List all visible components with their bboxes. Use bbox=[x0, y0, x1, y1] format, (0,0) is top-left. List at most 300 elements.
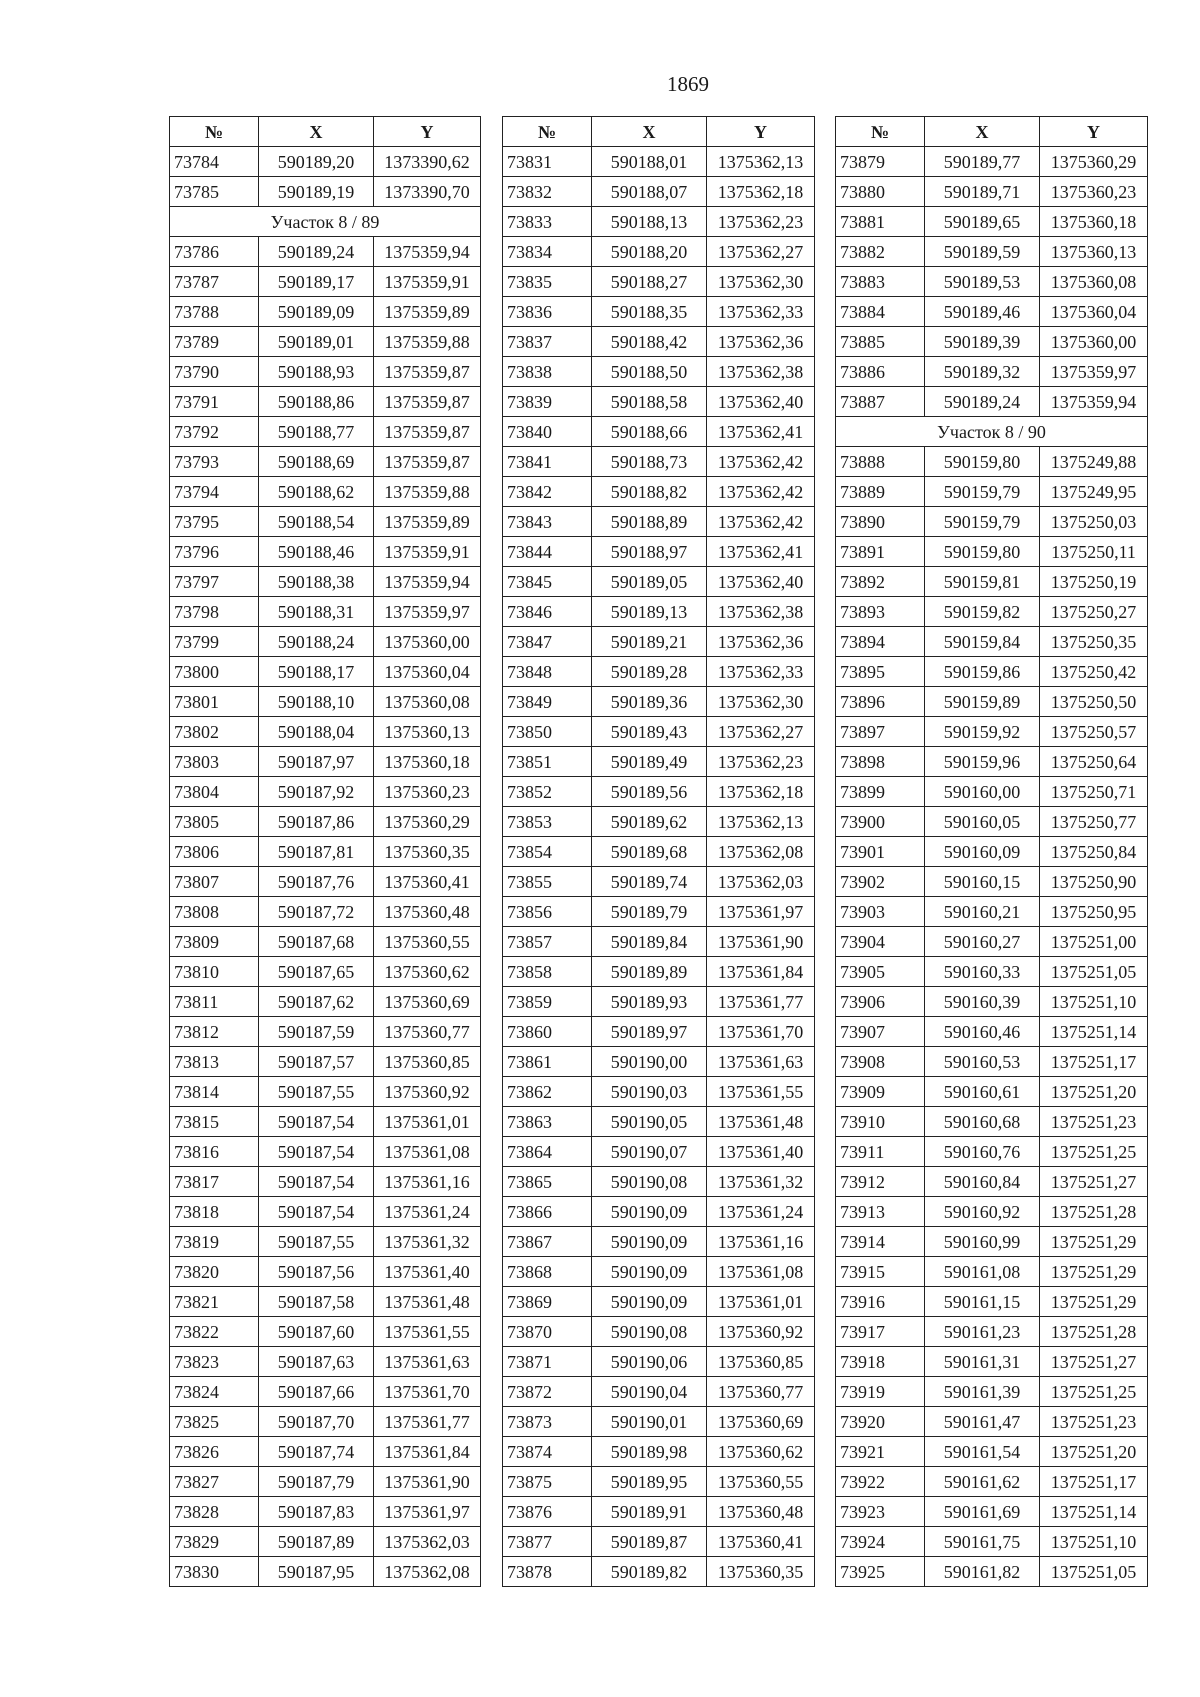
point-number-cell: 73910 bbox=[836, 1107, 925, 1137]
y-coordinate-cell: 1375362,36 bbox=[707, 327, 815, 357]
point-number-cell: 73918 bbox=[836, 1347, 925, 1377]
y-coordinate-cell: 1375361,63 bbox=[374, 1347, 481, 1377]
table-row bbox=[836, 747, 1148, 777]
y-coordinate-cell: 1375360,35 bbox=[374, 837, 481, 867]
x-coordinate-cell: 590187,55 bbox=[259, 1227, 374, 1257]
table-row bbox=[503, 1047, 815, 1077]
point-number-cell: 73828 bbox=[170, 1497, 259, 1527]
point-number-cell: 73843 bbox=[503, 507, 592, 537]
x-coordinate-cell: 590187,89 bbox=[259, 1527, 374, 1557]
table-row bbox=[170, 327, 481, 357]
table-row bbox=[503, 327, 815, 357]
x-coordinate-cell: 590187,81 bbox=[259, 837, 374, 867]
point-number-cell: 73912 bbox=[836, 1167, 925, 1197]
x-coordinate-cell: 590188,24 bbox=[259, 627, 374, 657]
x-coordinate-cell: 590160,68 bbox=[925, 1107, 1040, 1137]
y-coordinate-cell: 1375250,11 bbox=[1040, 537, 1148, 567]
point-number-cell: 73799 bbox=[170, 627, 259, 657]
y-coordinate-cell: 1375361,48 bbox=[374, 1287, 481, 1317]
point-number-cell: 73914 bbox=[836, 1227, 925, 1257]
y-coordinate-cell: 1373390,62 bbox=[374, 147, 481, 177]
y-coordinate-cell: 1375249,88 bbox=[1040, 447, 1148, 477]
y-coordinate-cell: 1375361,90 bbox=[707, 927, 815, 957]
x-coordinate-cell: 590187,72 bbox=[259, 897, 374, 927]
point-number-cell: 73825 bbox=[170, 1407, 259, 1437]
table-row bbox=[170, 1017, 481, 1047]
point-number-cell: 73924 bbox=[836, 1527, 925, 1557]
table-row bbox=[170, 267, 481, 297]
table-row bbox=[503, 1077, 815, 1107]
y-coordinate-cell: 1375251,29 bbox=[1040, 1227, 1148, 1257]
x-coordinate-cell: 590189,93 bbox=[592, 987, 707, 1017]
table-row bbox=[170, 897, 481, 927]
point-number-cell: 73854 bbox=[503, 837, 592, 867]
point-number-cell: 73905 bbox=[836, 957, 925, 987]
table-row bbox=[170, 1467, 481, 1497]
point-number-cell: 73838 bbox=[503, 357, 592, 387]
point-number-cell: 73886 bbox=[836, 357, 925, 387]
table-row bbox=[503, 177, 815, 207]
point-number-cell: 73829 bbox=[170, 1527, 259, 1557]
x-coordinate-cell: 590187,59 bbox=[259, 1017, 374, 1047]
table-row bbox=[503, 1557, 815, 1587]
point-number-cell: 73888 bbox=[836, 447, 925, 477]
x-coordinate-cell: 590187,86 bbox=[259, 807, 374, 837]
y-coordinate-cell: 1375251,29 bbox=[1040, 1287, 1148, 1317]
x-coordinate-cell: 590188,62 bbox=[259, 477, 374, 507]
y-coordinate-cell: 1375251,25 bbox=[1040, 1377, 1148, 1407]
point-number-cell: 73858 bbox=[503, 957, 592, 987]
point-number-cell: 73798 bbox=[170, 597, 259, 627]
point-number-cell: 73871 bbox=[503, 1347, 592, 1377]
x-coordinate-cell: 590160,21 bbox=[925, 897, 1040, 927]
point-number-cell: 73917 bbox=[836, 1317, 925, 1347]
y-coordinate-cell: 1375360,04 bbox=[1040, 297, 1148, 327]
x-coordinate-cell: 590188,86 bbox=[259, 387, 374, 417]
x-coordinate-cell: 590189,24 bbox=[925, 387, 1040, 417]
y-coordinate-cell: 1375361,16 bbox=[374, 1167, 481, 1197]
y-coordinate-cell: 1375361,97 bbox=[707, 897, 815, 927]
y-coordinate-cell: 1375360,92 bbox=[707, 1317, 815, 1347]
y-coordinate-cell: 1375361,08 bbox=[707, 1257, 815, 1287]
x-coordinate-cell: 590159,86 bbox=[925, 657, 1040, 687]
table-row bbox=[170, 1317, 481, 1347]
table-row bbox=[836, 267, 1148, 297]
x-coordinate-cell: 590159,96 bbox=[925, 747, 1040, 777]
x-coordinate-cell: 590189,53 bbox=[925, 267, 1040, 297]
x-coordinate-cell: 590189,28 bbox=[592, 657, 707, 687]
table-row bbox=[503, 1467, 815, 1497]
table-row bbox=[170, 687, 481, 717]
y-coordinate-cell: 1375362,38 bbox=[707, 597, 815, 627]
table-row bbox=[170, 1047, 481, 1077]
table-row bbox=[503, 1347, 815, 1377]
header-x: X bbox=[925, 117, 1040, 147]
point-number-cell: 73869 bbox=[503, 1287, 592, 1317]
table-row bbox=[836, 927, 1148, 957]
table-body bbox=[170, 147, 481, 1587]
y-coordinate-cell: 1375250,35 bbox=[1040, 627, 1148, 657]
y-coordinate-cell: 1375251,28 bbox=[1040, 1317, 1148, 1347]
coordinates-table-1 bbox=[169, 116, 481, 1587]
table-row bbox=[836, 207, 1148, 237]
x-coordinate-cell: 590188,31 bbox=[259, 597, 374, 627]
table-row bbox=[170, 657, 481, 687]
table-row bbox=[503, 537, 815, 567]
y-coordinate-cell: 1375359,91 bbox=[374, 267, 481, 297]
point-number-cell: 73911 bbox=[836, 1137, 925, 1167]
y-coordinate-cell: 1375360,92 bbox=[374, 1077, 481, 1107]
table-row bbox=[503, 1197, 815, 1227]
x-coordinate-cell: 590187,65 bbox=[259, 957, 374, 987]
point-number-cell: 73903 bbox=[836, 897, 925, 927]
x-coordinate-cell: 590188,69 bbox=[259, 447, 374, 477]
table-row bbox=[170, 1527, 481, 1557]
y-coordinate-cell: 1375362,42 bbox=[707, 507, 815, 537]
table-row bbox=[503, 237, 815, 267]
y-coordinate-cell: 1375360,18 bbox=[1040, 207, 1148, 237]
point-number-cell: 73896 bbox=[836, 687, 925, 717]
point-number-cell: 73899 bbox=[836, 777, 925, 807]
x-coordinate-cell: 590189,17 bbox=[259, 267, 374, 297]
x-coordinate-cell: 590159,80 bbox=[925, 537, 1040, 567]
table-row bbox=[503, 957, 815, 987]
table-row bbox=[836, 987, 1148, 1017]
point-number-cell: 73786 bbox=[170, 237, 259, 267]
point-number-cell: 73863 bbox=[503, 1107, 592, 1137]
table-row bbox=[170, 237, 481, 267]
point-number-cell: 73865 bbox=[503, 1167, 592, 1197]
x-coordinate-cell: 590159,84 bbox=[925, 627, 1040, 657]
header-x: X bbox=[259, 117, 374, 147]
y-coordinate-cell: 1375360,41 bbox=[707, 1527, 815, 1557]
x-coordinate-cell: 590161,75 bbox=[925, 1527, 1040, 1557]
table-row bbox=[503, 387, 815, 417]
table-row bbox=[836, 897, 1148, 927]
x-coordinate-cell: 590188,66 bbox=[592, 417, 707, 447]
point-number-cell: 73842 bbox=[503, 477, 592, 507]
point-number-cell: 73809 bbox=[170, 927, 259, 957]
x-coordinate-cell: 590160,00 bbox=[925, 777, 1040, 807]
table-row bbox=[836, 657, 1148, 687]
table-row bbox=[836, 1107, 1148, 1137]
x-coordinate-cell: 590189,24 bbox=[259, 237, 374, 267]
table-header-row bbox=[170, 117, 481, 147]
header-x: X bbox=[592, 117, 707, 147]
table-row bbox=[836, 177, 1148, 207]
table-row bbox=[836, 477, 1148, 507]
point-number-cell: 73919 bbox=[836, 1377, 925, 1407]
table-row bbox=[170, 1347, 481, 1377]
y-coordinate-cell: 1375250,90 bbox=[1040, 867, 1148, 897]
y-coordinate-cell: 1375360,13 bbox=[1040, 237, 1148, 267]
x-coordinate-cell: 590187,62 bbox=[259, 987, 374, 1017]
table-row bbox=[170, 357, 481, 387]
y-coordinate-cell: 1375359,87 bbox=[374, 447, 481, 477]
point-number-cell: 73887 bbox=[836, 387, 925, 417]
y-coordinate-cell: 1375250,77 bbox=[1040, 807, 1148, 837]
table-row bbox=[170, 177, 481, 207]
x-coordinate-cell: 590160,99 bbox=[925, 1227, 1040, 1257]
point-number-cell: 73879 bbox=[836, 147, 925, 177]
x-coordinate-cell: 590161,39 bbox=[925, 1377, 1040, 1407]
x-coordinate-cell: 590187,92 bbox=[259, 777, 374, 807]
table-row bbox=[503, 357, 815, 387]
point-number-cell: 73787 bbox=[170, 267, 259, 297]
header-y: Y bbox=[1040, 117, 1148, 147]
x-coordinate-cell: 590189,82 bbox=[592, 1557, 707, 1587]
y-coordinate-cell: 1375250,42 bbox=[1040, 657, 1148, 687]
x-coordinate-cell: 590190,09 bbox=[592, 1197, 707, 1227]
point-number-cell: 73849 bbox=[503, 687, 592, 717]
table-row bbox=[503, 417, 815, 447]
table-row bbox=[170, 1437, 481, 1467]
section-row bbox=[170, 207, 481, 237]
y-coordinate-cell: 1375361,90 bbox=[374, 1467, 481, 1497]
y-coordinate-cell: 1375362,33 bbox=[707, 657, 815, 687]
point-number-cell: 73839 bbox=[503, 387, 592, 417]
x-coordinate-cell: 590189,74 bbox=[592, 867, 707, 897]
y-coordinate-cell: 1375360,62 bbox=[374, 957, 481, 987]
y-coordinate-cell: 1375361,08 bbox=[374, 1137, 481, 1167]
y-coordinate-cell: 1375362,03 bbox=[707, 867, 815, 897]
table-row bbox=[170, 747, 481, 777]
y-coordinate-cell: 1375360,08 bbox=[1040, 267, 1148, 297]
y-coordinate-cell: 1375359,94 bbox=[374, 237, 481, 267]
table-row bbox=[503, 297, 815, 327]
point-number-cell: 73904 bbox=[836, 927, 925, 957]
point-number-cell: 73890 bbox=[836, 507, 925, 537]
table-row bbox=[836, 1347, 1148, 1377]
x-coordinate-cell: 590188,77 bbox=[259, 417, 374, 447]
point-number-cell: 73841 bbox=[503, 447, 592, 477]
x-coordinate-cell: 590159,82 bbox=[925, 597, 1040, 627]
y-coordinate-cell: 1375361,70 bbox=[707, 1017, 815, 1047]
table-row bbox=[503, 1317, 815, 1347]
point-number-cell: 73805 bbox=[170, 807, 259, 837]
y-coordinate-cell: 1375362,27 bbox=[707, 237, 815, 267]
table-row bbox=[836, 1557, 1148, 1587]
point-number-cell: 73851 bbox=[503, 747, 592, 777]
table-row bbox=[170, 1497, 481, 1527]
x-coordinate-cell: 590190,07 bbox=[592, 1137, 707, 1167]
x-coordinate-cell: 590160,76 bbox=[925, 1137, 1040, 1167]
x-coordinate-cell: 590187,60 bbox=[259, 1317, 374, 1347]
point-number-cell: 73852 bbox=[503, 777, 592, 807]
table-row bbox=[170, 1407, 481, 1437]
x-coordinate-cell: 590161,69 bbox=[925, 1497, 1040, 1527]
y-coordinate-cell: 1375360,69 bbox=[374, 987, 481, 1017]
point-number-cell: 73817 bbox=[170, 1167, 259, 1197]
y-coordinate-cell: 1375360,55 bbox=[707, 1467, 815, 1497]
coordinates-table-2 bbox=[502, 116, 815, 1587]
x-coordinate-cell: 590189,56 bbox=[592, 777, 707, 807]
y-coordinate-cell: 1375360,29 bbox=[1040, 147, 1148, 177]
x-coordinate-cell: 590188,35 bbox=[592, 297, 707, 327]
x-coordinate-cell: 590189,43 bbox=[592, 717, 707, 747]
y-coordinate-cell: 1375360,77 bbox=[707, 1377, 815, 1407]
x-coordinate-cell: 590160,27 bbox=[925, 927, 1040, 957]
y-coordinate-cell: 1375362,23 bbox=[707, 207, 815, 237]
x-coordinate-cell: 590188,89 bbox=[592, 507, 707, 537]
y-coordinate-cell: 1375361,77 bbox=[374, 1407, 481, 1437]
y-coordinate-cell: 1375362,30 bbox=[707, 267, 815, 297]
x-coordinate-cell: 590161,54 bbox=[925, 1437, 1040, 1467]
y-coordinate-cell: 1375250,50 bbox=[1040, 687, 1148, 717]
x-coordinate-cell: 590160,15 bbox=[925, 867, 1040, 897]
point-number-cell: 73812 bbox=[170, 1017, 259, 1047]
point-number-cell: 73797 bbox=[170, 567, 259, 597]
point-number-cell: 73831 bbox=[503, 147, 592, 177]
x-coordinate-cell: 590187,70 bbox=[259, 1407, 374, 1437]
y-coordinate-cell: 1375359,97 bbox=[1040, 357, 1148, 387]
point-number-cell: 73790 bbox=[170, 357, 259, 387]
y-coordinate-cell: 1375362,18 bbox=[707, 177, 815, 207]
table-row bbox=[503, 897, 815, 927]
table-row bbox=[503, 1017, 815, 1047]
y-coordinate-cell: 1375360,29 bbox=[374, 807, 481, 837]
x-coordinate-cell: 590189,87 bbox=[592, 1527, 707, 1557]
table-row bbox=[836, 1047, 1148, 1077]
point-number-cell: 73868 bbox=[503, 1257, 592, 1287]
table-row bbox=[836, 1407, 1148, 1437]
y-coordinate-cell: 1375361,97 bbox=[374, 1497, 481, 1527]
point-number-cell: 73823 bbox=[170, 1347, 259, 1377]
table-row bbox=[503, 477, 815, 507]
table-row bbox=[836, 1137, 1148, 1167]
point-number-cell: 73895 bbox=[836, 657, 925, 687]
table-row bbox=[836, 1317, 1148, 1347]
y-coordinate-cell: 1375362,03 bbox=[374, 1527, 481, 1557]
x-coordinate-cell: 590188,97 bbox=[592, 537, 707, 567]
table-body bbox=[503, 147, 815, 1587]
y-coordinate-cell: 1375362,36 bbox=[707, 627, 815, 657]
x-coordinate-cell: 590188,01 bbox=[592, 147, 707, 177]
y-coordinate-cell: 1375361,24 bbox=[707, 1197, 815, 1227]
y-coordinate-cell: 1375361,32 bbox=[374, 1227, 481, 1257]
y-coordinate-cell: 1375362,40 bbox=[707, 567, 815, 597]
table-row bbox=[170, 477, 481, 507]
x-coordinate-cell: 590161,47 bbox=[925, 1407, 1040, 1437]
table-header-row bbox=[503, 117, 815, 147]
point-number-cell: 73881 bbox=[836, 207, 925, 237]
y-coordinate-cell: 1375251,20 bbox=[1040, 1077, 1148, 1107]
y-coordinate-cell: 1375251,27 bbox=[1040, 1347, 1148, 1377]
point-number-cell: 73837 bbox=[503, 327, 592, 357]
table-row bbox=[836, 837, 1148, 867]
point-number-cell: 73844 bbox=[503, 537, 592, 567]
y-coordinate-cell: 1375362,30 bbox=[707, 687, 815, 717]
table-row bbox=[503, 687, 815, 717]
x-coordinate-cell: 590190,09 bbox=[592, 1227, 707, 1257]
x-coordinate-cell: 590189,19 bbox=[259, 177, 374, 207]
x-coordinate-cell: 590187,56 bbox=[259, 1257, 374, 1287]
x-coordinate-cell: 590160,84 bbox=[925, 1167, 1040, 1197]
y-coordinate-cell: 1375362,27 bbox=[707, 717, 815, 747]
x-coordinate-cell: 590159,92 bbox=[925, 717, 1040, 747]
header-y: Y bbox=[707, 117, 815, 147]
table-row bbox=[503, 1527, 815, 1557]
table-row bbox=[170, 867, 481, 897]
x-coordinate-cell: 590187,79 bbox=[259, 1467, 374, 1497]
y-coordinate-cell: 1375360,00 bbox=[374, 627, 481, 657]
table-row bbox=[503, 147, 815, 177]
y-coordinate-cell: 1375361,84 bbox=[374, 1437, 481, 1467]
point-number-cell: 73808 bbox=[170, 897, 259, 927]
point-number-cell: 73859 bbox=[503, 987, 592, 1017]
x-coordinate-cell: 590187,55 bbox=[259, 1077, 374, 1107]
table-row bbox=[170, 1557, 481, 1587]
point-number-cell: 73860 bbox=[503, 1017, 592, 1047]
table-row bbox=[170, 1227, 481, 1257]
x-coordinate-cell: 590188,17 bbox=[259, 657, 374, 687]
table-row bbox=[170, 387, 481, 417]
y-coordinate-cell: 1375361,70 bbox=[374, 1377, 481, 1407]
point-number-cell: 73907 bbox=[836, 1017, 925, 1047]
table-row bbox=[503, 267, 815, 297]
x-coordinate-cell: 590188,54 bbox=[259, 507, 374, 537]
point-number-cell: 73872 bbox=[503, 1377, 592, 1407]
y-coordinate-cell: 1375362,13 bbox=[707, 147, 815, 177]
point-number-cell: 73916 bbox=[836, 1287, 925, 1317]
point-number-cell: 73822 bbox=[170, 1317, 259, 1347]
table-row bbox=[836, 687, 1148, 717]
x-coordinate-cell: 590160,61 bbox=[925, 1077, 1040, 1107]
y-coordinate-cell: 1375250,71 bbox=[1040, 777, 1148, 807]
y-coordinate-cell: 1375251,14 bbox=[1040, 1017, 1148, 1047]
point-number-cell: 73848 bbox=[503, 657, 592, 687]
y-coordinate-cell: 1373390,70 bbox=[374, 177, 481, 207]
x-coordinate-cell: 590188,10 bbox=[259, 687, 374, 717]
point-number-cell: 73803 bbox=[170, 747, 259, 777]
y-coordinate-cell: 1375361,40 bbox=[707, 1137, 815, 1167]
y-coordinate-cell: 1375360,69 bbox=[707, 1407, 815, 1437]
table-row bbox=[503, 927, 815, 957]
point-number-cell: 73920 bbox=[836, 1407, 925, 1437]
table-row bbox=[503, 597, 815, 627]
x-coordinate-cell: 590188,38 bbox=[259, 567, 374, 597]
x-coordinate-cell: 590160,33 bbox=[925, 957, 1040, 987]
y-coordinate-cell: 1375360,08 bbox=[374, 687, 481, 717]
point-number-cell: 73877 bbox=[503, 1527, 592, 1557]
y-coordinate-cell: 1375361,63 bbox=[707, 1047, 815, 1077]
table-row bbox=[836, 1257, 1148, 1287]
y-coordinate-cell: 1375362,42 bbox=[707, 477, 815, 507]
table-row bbox=[503, 807, 815, 837]
point-number-cell: 73821 bbox=[170, 1287, 259, 1317]
point-number-cell: 73891 bbox=[836, 537, 925, 567]
table-row bbox=[503, 867, 815, 897]
x-coordinate-cell: 590161,15 bbox=[925, 1287, 1040, 1317]
table-row bbox=[170, 777, 481, 807]
x-coordinate-cell: 590187,76 bbox=[259, 867, 374, 897]
y-coordinate-cell: 1375361,40 bbox=[374, 1257, 481, 1287]
table-row bbox=[170, 1107, 481, 1137]
x-coordinate-cell: 590188,42 bbox=[592, 327, 707, 357]
y-coordinate-cell: 1375359,87 bbox=[374, 387, 481, 417]
y-coordinate-cell: 1375251,10 bbox=[1040, 1527, 1148, 1557]
y-coordinate-cell: 1375362,41 bbox=[707, 537, 815, 567]
y-coordinate-cell: 1375360,55 bbox=[374, 927, 481, 957]
x-coordinate-cell: 590189,79 bbox=[592, 897, 707, 927]
x-coordinate-cell: 590187,97 bbox=[259, 747, 374, 777]
x-coordinate-cell: 590189,01 bbox=[259, 327, 374, 357]
point-number-cell: 73915 bbox=[836, 1257, 925, 1287]
x-coordinate-cell: 590190,08 bbox=[592, 1167, 707, 1197]
x-coordinate-cell: 590187,74 bbox=[259, 1437, 374, 1467]
x-coordinate-cell: 590159,80 bbox=[925, 447, 1040, 477]
table-row bbox=[170, 1077, 481, 1107]
